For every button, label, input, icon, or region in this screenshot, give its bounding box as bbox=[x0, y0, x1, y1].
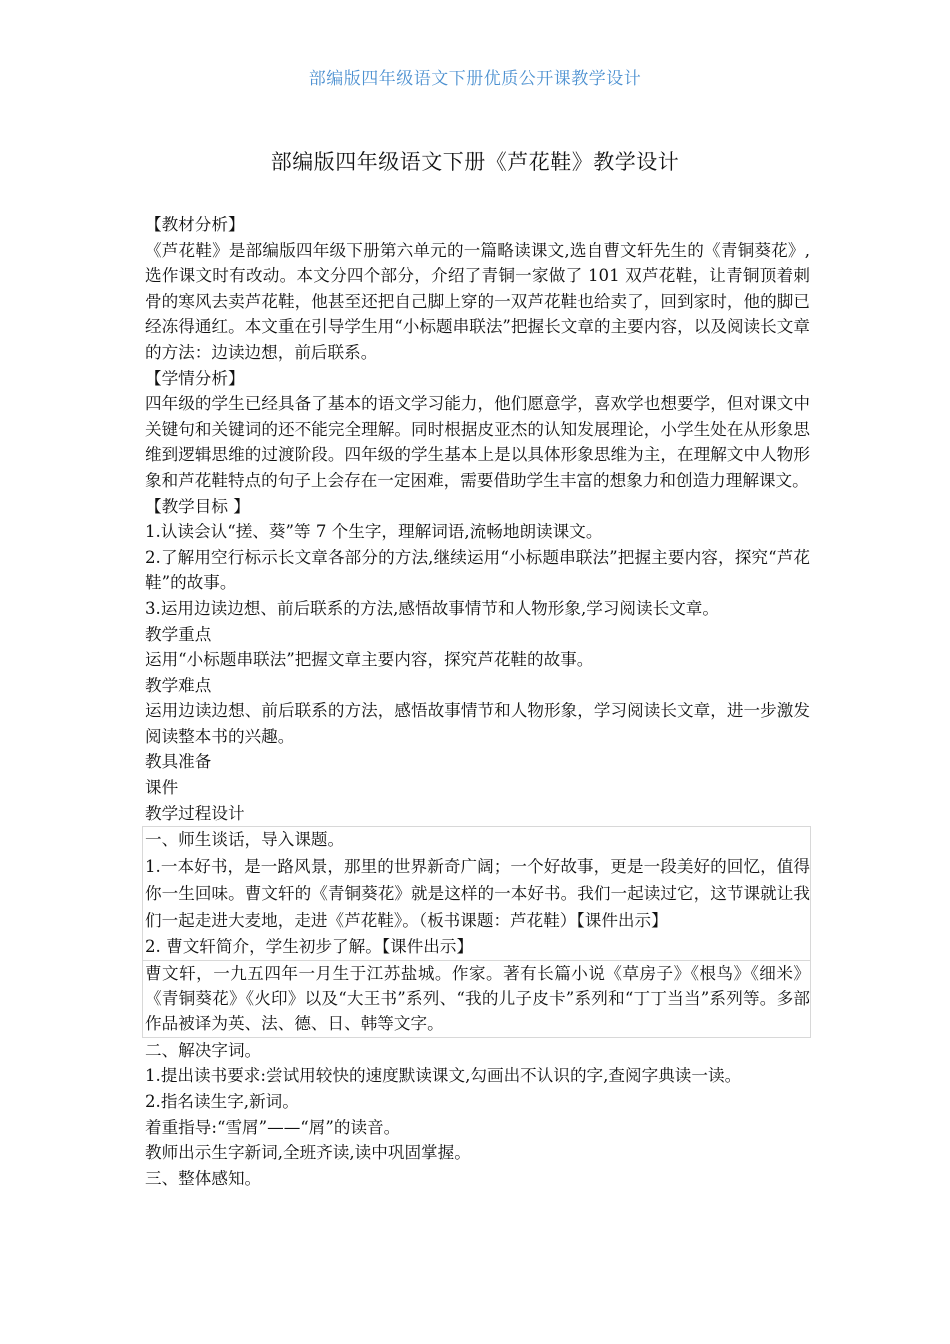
key-point-text: 运用“小标题串联法”把握文章主要内容，探究芦花鞋的故事。 bbox=[145, 650, 594, 670]
analysis-heading: 【教材分析】 bbox=[145, 215, 245, 234]
difficulty-heading: 教学难点 bbox=[145, 675, 212, 695]
document-title: 部编版四年级语文下册《芦花鞋》教学设计 bbox=[270, 150, 680, 174]
section1-title: 一、师生谈话，导入课题。 bbox=[145, 830, 345, 850]
section2-item-3: 着重指导:“雪屑”——“屑”的读音。 bbox=[145, 1117, 401, 1137]
author-intro-box bbox=[142, 960, 811, 1038]
goal-item-3: 3.运用边读边想、前后联系的方法,感悟故事情节和人物形象,学习阅读长文章。 bbox=[145, 598, 719, 618]
section2-title: 二、解决字词。 bbox=[145, 1040, 262, 1060]
section2-item-2: 2.指名读生字,新词。 bbox=[145, 1092, 299, 1112]
author-intro: 曹文轩，一九五四年一月生于江苏盐城。作家。著有长篇小说《草房子》《根鸟》《细米》《青铜葵花》《火印》以及“大王书”系列、“我的儿子皮卡”系列和“丁丁当当”系列等。多部作品被译为英、法、德、日、韩等文字。 bbox=[145, 963, 810, 1034]
students-text: 四年级的学生已经具备了基本的语文学习能力，他们愿意学，喜欢学也想要学，但对课文中关键句和关键词的还不能完全理解。同时根据皮亚杰的认知发展理论，小学生处在从形象思维到逻辑思维的过渡阶段。四年级的学生基本上是以具体形象思维为主，在理解文中人物形象和芦花鞋特点的句子上会存在一定困难，需要借助学生丰富的想象力和创造力理解课文。 bbox=[145, 394, 810, 490]
students-heading: 【学情分析】 bbox=[145, 368, 245, 388]
section1-box bbox=[142, 826, 811, 959]
difficulty-text: 运用边读边想、前后联系的方法，感悟故事情节和人物形象，学习阅读长文章，进一步激发阅读整本书的兴趣。 bbox=[145, 701, 810, 746]
section1-item-1: 1.一本好书，是一路风景，那里的世界新奇广阔；一个好故事，更是一段美好的回忆，值得你一生回味。曹文轩的《青铜葵花》就是这样的一本好书。我们一起读过它，这节课就让我们一起走进大麦地，走进《芦花鞋》。（板书课题：芦花鞋）【课件出示】 bbox=[145, 856, 810, 931]
document-body bbox=[145, 212, 810, 1191]
tools-text: 课件 bbox=[145, 778, 179, 798]
goals-heading: 【教学目标 】 bbox=[145, 496, 250, 516]
goal-item-2: 2.了解用空行标示长文章各部分的方法,继续运用“小标题串联法”把握主要内容，探究“芦花鞋”的故事。 bbox=[145, 547, 810, 593]
goal-item-1: 1.认读会认“搓、葵”等 7 个生字，理解词语,流畅地朗读课文。 bbox=[145, 522, 603, 542]
process-heading: 教学过程设计 bbox=[145, 803, 245, 823]
section3-title: 三、整体感知。 bbox=[145, 1168, 262, 1188]
section2-item-1: 1.提出读书要求:尝试用较快的速度默读课文,勾画出不认识的字,查阅字典读一读。 bbox=[145, 1066, 742, 1086]
section2-item-4: 教师出示生字新词,全班齐读,读中巩固掌握。 bbox=[145, 1143, 471, 1163]
section1-item-2: 2. 曹文轩简介，学生初步了解。【课件出示】 bbox=[145, 937, 474, 957]
page-header: 部编版四年级语文下册优质公开课教学设计 bbox=[308, 69, 642, 89]
key-point-heading: 教学重点 bbox=[145, 624, 212, 644]
tools-heading: 教具准备 bbox=[145, 752, 212, 772]
analysis-text: 《芦花鞋》是部编版四年级下册第六单元的一篇略读课文,选自曹文轩先生的《青铜葵花》,选作课文时有改动。本文分四个部分，介绍了青铜一家做了 101 双芦花鞋，让青铜顶着刺骨的寒风去卖芦花鞋，他甚至还把自己脚上穿的一双芦花鞋也给卖了，回到家时，他的脚已经冻得通红。本文重在引导学生用“小标题串联法”把握长文章的主要内容，以及阅读长文章的方法：边读边想，前后联系。 bbox=[145, 240, 810, 362]
